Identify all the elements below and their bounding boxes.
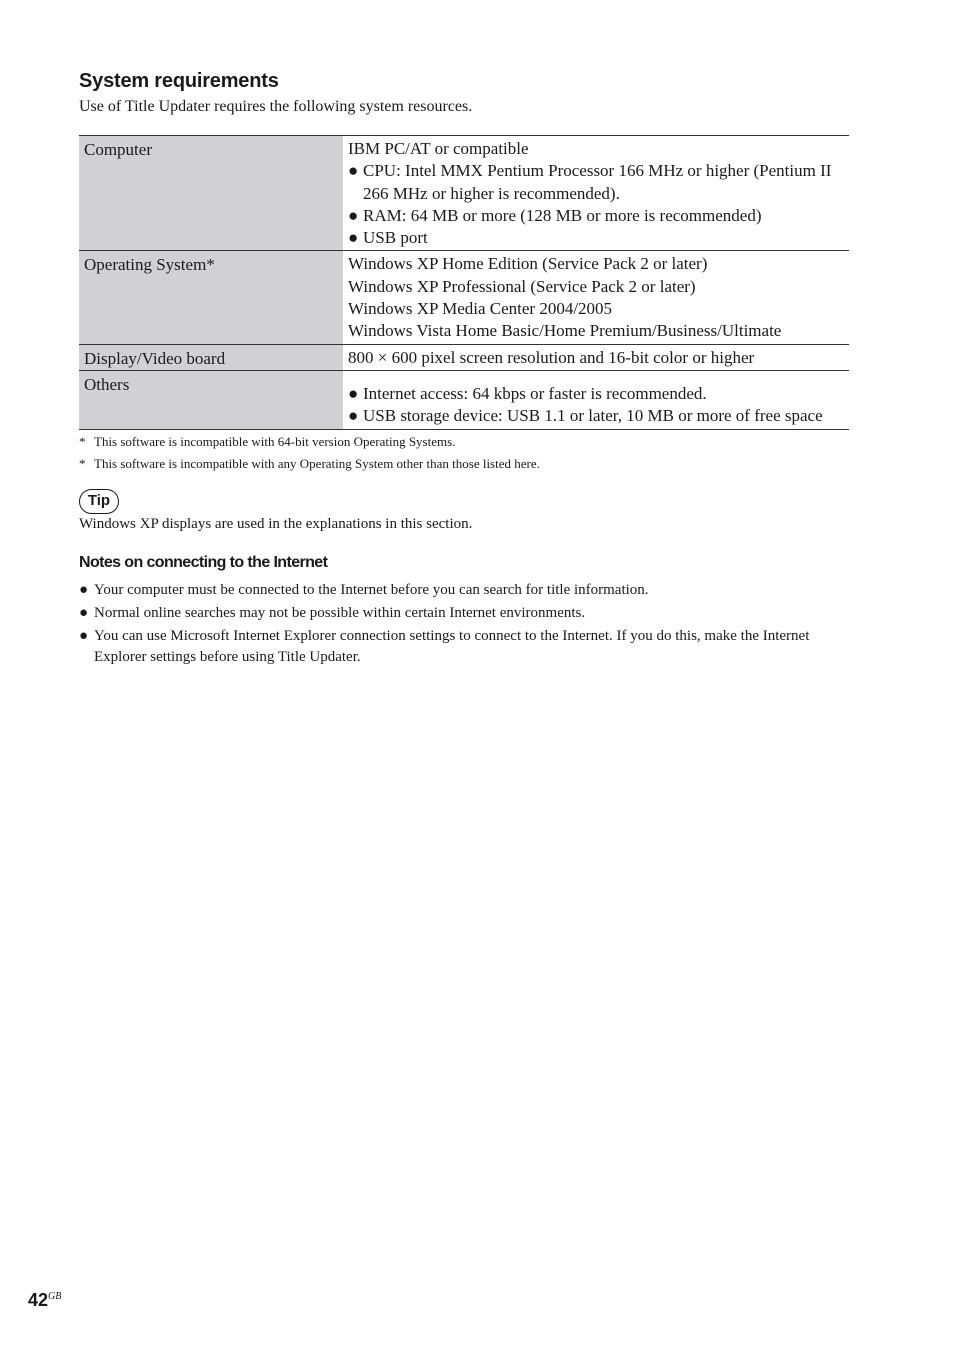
os-line: Windows XP Professional (Service Pack 2 or later)	[348, 276, 696, 296]
table-row-os	[79, 251, 849, 344]
row-label-display: Display/Video board	[79, 344, 343, 370]
os-line: Windows XP Media Center 2004/2005	[348, 299, 613, 319]
asterisk-marker: *	[79, 456, 86, 471]
spacer	[348, 375, 849, 383]
others-bullet-usb-storage	[348, 405, 849, 427]
footnote	[79, 431, 540, 453]
page-number-value: 42	[28, 1290, 49, 1310]
computer-bullet-usb	[348, 227, 849, 249]
footnotes	[79, 431, 540, 475]
row-value-others	[343, 370, 849, 429]
list-item	[79, 603, 849, 624]
list-item-text: Normal online searches may not be possible within certain Internet environments.	[94, 605, 586, 621]
row-label-others: Others	[79, 370, 343, 429]
bullet-icon: ●	[348, 161, 359, 181]
others-bullet-internet	[348, 383, 849, 405]
list-item-text: Your computer must be connected to the Internet before you can search for title information.	[94, 582, 649, 598]
bullet-text: RAM: 64 MB or more (128 MB or more is recommended)	[363, 205, 762, 225]
computer-bullet-ram	[348, 205, 849, 227]
os-line: Windows XP Home Edition (Service Pack 2 or later)	[348, 254, 708, 274]
bullet-icon: ●	[79, 628, 89, 644]
page-number-suffix: GB	[48, 1291, 62, 1302]
bullet-icon: ●	[348, 228, 359, 248]
row-value-display	[343, 344, 849, 370]
tip-badge: Tip	[79, 489, 119, 514]
footnote-text: This software is incompatible with any Operating System other than those listed here.	[94, 456, 540, 471]
computer-line: IBM PC/AT or compatible	[348, 139, 529, 158]
bullet-icon: ●	[79, 582, 89, 598]
bullet-text: Internet access: 64 kbps or faster is recommended.	[363, 383, 707, 403]
bullet-icon: ●	[348, 205, 359, 225]
row-value-computer	[343, 136, 849, 251]
page-number	[28, 1290, 61, 1311]
asterisk-marker: *	[79, 434, 86, 449]
bullet-text: USB port	[363, 228, 428, 248]
bullet-text: CPU: Intel MMX Pentium Processor 166 MHz or higher (Pentium II 266 MHz or higher is recommended).	[363, 161, 832, 203]
tip-text: Windows XP displays are used in the explanations in this section.	[79, 516, 473, 532]
list-item	[79, 626, 849, 667]
footnote-text: This software is incompatible with 64-bit version Operating Systems.	[94, 434, 456, 449]
table-row-computer	[79, 136, 849, 251]
row-label-computer: Computer	[79, 136, 343, 251]
os-line: Windows Vista Home Basic/Home Premium/Business/Ultimate	[348, 321, 782, 341]
table-row-display	[79, 344, 849, 370]
bullet-icon: ●	[79, 605, 89, 621]
list-item-text: You can use Microsoft Internet Explorer connection settings to connect to the Internet. If you do this, make the Internet Explorer settings before using Title Updater.	[94, 628, 810, 665]
bullet-icon: ●	[348, 383, 359, 403]
footnote	[79, 453, 540, 475]
system-requirements-table	[79, 135, 849, 430]
computer-bullet-cpu	[348, 160, 849, 205]
bullet-icon: ●	[348, 406, 359, 426]
row-label-os: Operating System*	[79, 251, 343, 344]
display-line: 800 × 600 pixel screen resolution and 16-bit color or higher	[348, 347, 755, 367]
list-item	[79, 580, 849, 601]
intro-text: Use of Title Updater requires the following system resources.	[79, 98, 473, 115]
row-value-os	[343, 251, 849, 344]
internet-notes-list	[79, 580, 849, 670]
internet-notes-title: Notes on connecting to the Internet	[79, 554, 328, 571]
section-title: System requirements	[79, 70, 279, 92]
bullet-text: USB storage device: USB 1.1 or later, 10 MB or more of free space	[363, 406, 823, 426]
table-row-others	[79, 370, 849, 429]
